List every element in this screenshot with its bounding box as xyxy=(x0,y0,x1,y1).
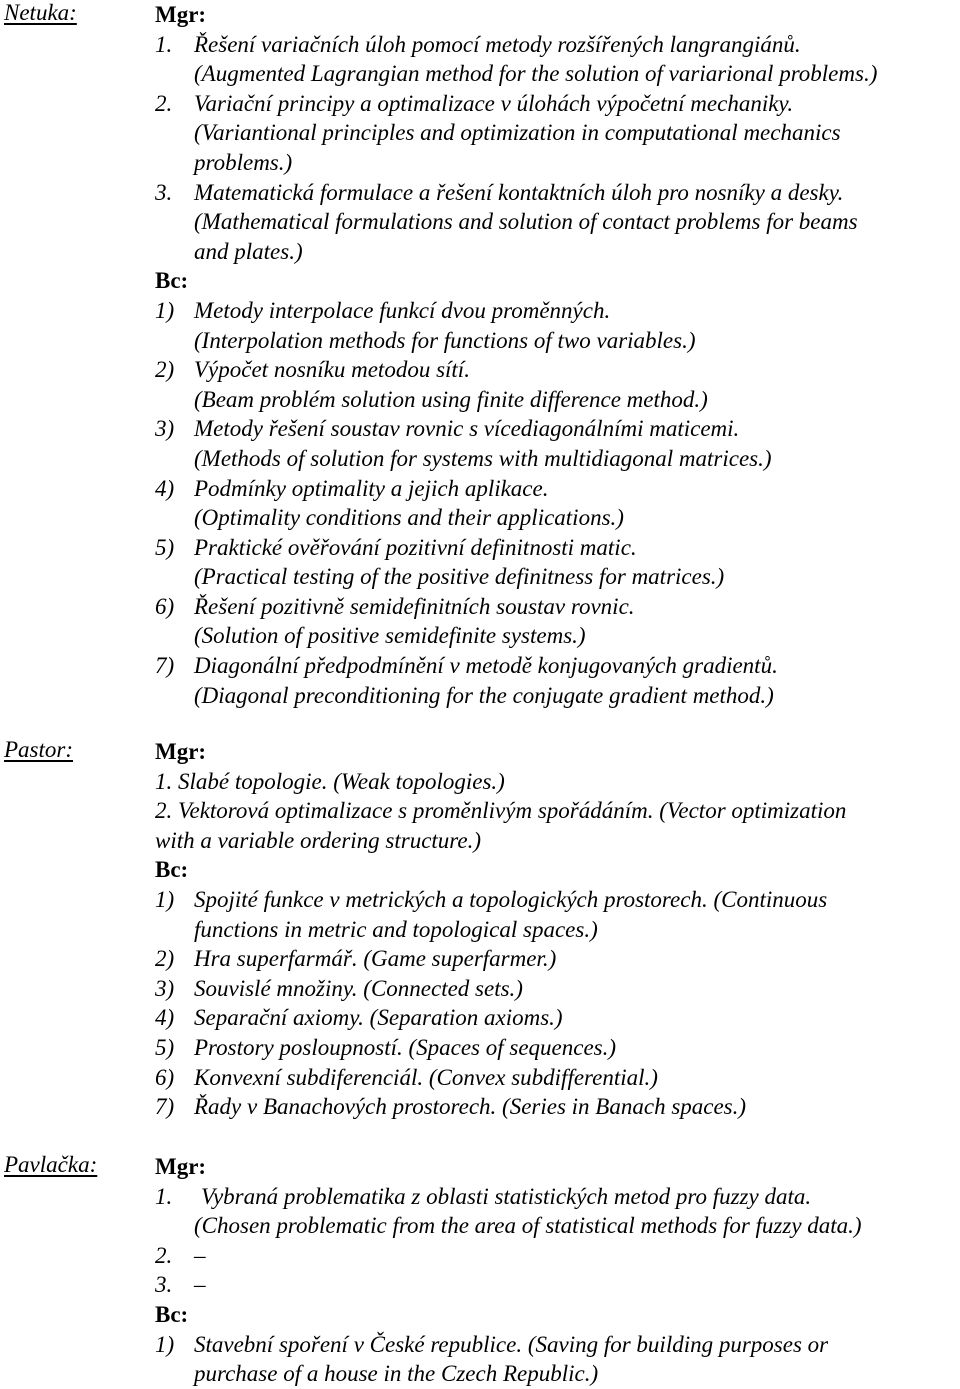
item-number: 2. xyxy=(155,90,173,116)
list-item xyxy=(155,1241,955,1271)
item-line: Řešení pozitivně semidefinitních soustav rovnic. xyxy=(194,593,635,619)
list-item xyxy=(155,651,955,710)
list-item xyxy=(155,885,955,944)
item-line: Prostory posloupností. (Spaces of sequences.) xyxy=(194,1034,617,1060)
supervisor-topics xyxy=(155,737,955,1122)
list-item xyxy=(155,178,955,267)
list-item xyxy=(155,1182,955,1241)
item-number: 1. xyxy=(155,768,173,794)
item-line: – xyxy=(194,1272,206,1298)
mgr-heading: Mgr: xyxy=(155,1154,207,1179)
item-line: (Chosen problematic from the area of statistical methods for fuzzy data.) xyxy=(194,1213,862,1239)
supervisor-name: Pastor: xyxy=(4,737,73,762)
item-line: Variační principy a optimalizace v úlohách výpočetní mechaniky. xyxy=(194,90,794,116)
item-line: Diagonální předpodmínění v metodě konjugovaných gradientů. xyxy=(194,653,778,679)
item-line: (Solution of positive semidefinite systems.) xyxy=(194,623,586,649)
item-number: 1) xyxy=(155,886,175,912)
item-number: 4) xyxy=(155,475,175,501)
list-item xyxy=(155,30,955,89)
list-item xyxy=(155,1270,955,1300)
item-line: (Diagonal preconditioning for the conjugate gradient method.) xyxy=(194,682,774,708)
item-line: (Methods of solution for systems with multidiagonal matrices.) xyxy=(194,445,772,471)
item-line: Řady v Banachových prostorech. (Series in Banach spaces.) xyxy=(194,1094,747,1120)
list-item xyxy=(155,1092,955,1122)
item-number: 5) xyxy=(155,1034,175,1060)
item-number: 2. xyxy=(155,798,173,824)
item-number: 2. xyxy=(155,1242,173,1268)
list-item xyxy=(155,767,955,797)
item-number: 3. xyxy=(155,1272,173,1298)
item-number: 2) xyxy=(155,357,175,383)
item-number: 6) xyxy=(155,1064,175,1090)
item-line: Matematická formulace a řešení kontaktních úloh pro nosníky a desky. xyxy=(194,179,844,205)
item-number: 3. xyxy=(155,179,173,205)
item-number: 3) xyxy=(155,975,175,1001)
item-line: Slabé topologie. (Weak topologies.) xyxy=(178,768,505,794)
list-item xyxy=(155,1003,955,1033)
list-item xyxy=(155,355,955,414)
item-line: (Variantional principles and optimization in computational mechanics xyxy=(194,120,841,146)
mgr-heading: Mgr: xyxy=(155,2,207,27)
list-item xyxy=(155,533,955,592)
item-line: and plates.) xyxy=(194,238,303,264)
item-line: Hra superfarmář. (Game superfarmer.) xyxy=(194,946,557,972)
item-line: Řešení variačních úloh pomocí metody rozšířených langrangiánů. xyxy=(194,31,801,57)
item-line: functions in metric and topological spaces.) xyxy=(194,916,598,942)
item-number: 3) xyxy=(155,416,175,442)
list-item xyxy=(155,296,955,355)
supervisor-topics xyxy=(155,1152,955,1389)
item-number: 2) xyxy=(155,946,175,972)
item-number: 6) xyxy=(155,593,175,619)
item-line: with a variable ordering structure.) xyxy=(155,827,482,853)
list-item xyxy=(155,1033,955,1063)
item-line: Praktické ověřování pozitivní definitnosti matic. xyxy=(194,534,637,560)
item-number: 4) xyxy=(155,1005,175,1031)
item-line: Metody interpolace funkcí dvou proměnných. xyxy=(194,297,611,323)
item-line: problems.) xyxy=(194,149,293,175)
item-number: 1) xyxy=(155,297,175,323)
bc-heading: Bc: xyxy=(155,1301,189,1327)
supervisor-topics xyxy=(155,0,955,710)
item-number: 1. xyxy=(155,31,173,57)
bc-heading: Bc: xyxy=(155,268,189,294)
item-number: 1) xyxy=(155,1331,175,1357)
list-item xyxy=(155,944,955,974)
supervisor-name: Netuka: xyxy=(4,0,77,25)
item-number: 1. xyxy=(155,1183,173,1209)
item-line: (Mathematical formulations and solution of contact problems for beams xyxy=(194,209,858,235)
item-line: Separační axiomy. (Separation axioms.) xyxy=(194,1005,563,1031)
item-line: Podmínky optimality a jejich aplikace. xyxy=(194,475,549,501)
item-line: Vektorová optimalizace s proměnlivým spořádáním. (Vector optimization xyxy=(178,798,847,824)
item-number: 5) xyxy=(155,534,175,560)
list-item xyxy=(155,474,955,533)
item-number: 7) xyxy=(155,653,175,679)
item-line: Vybraná problematika z oblasti statistických metod pro fuzzy data. xyxy=(201,1183,812,1209)
item-line: (Interpolation methods for functions of two variables.) xyxy=(194,327,696,353)
item-line: Stavební spoření v České republice. (Saving for building purposes or xyxy=(194,1331,829,1357)
list-item xyxy=(155,974,955,1004)
mgr-heading: Mgr: xyxy=(155,739,207,764)
item-line: (Practical testing of the positive definitness for matrices.) xyxy=(194,564,725,590)
item-number: 7) xyxy=(155,1094,175,1120)
list-item xyxy=(155,1330,955,1389)
list-item xyxy=(155,414,955,473)
item-line: – xyxy=(194,1242,206,1268)
item-line: (Optimality conditions and their applications.) xyxy=(194,505,624,531)
supervisor-name: Pavlačka: xyxy=(4,1152,98,1177)
list-item xyxy=(155,1063,955,1093)
item-line: purchase of a house in the Czech Republic.) xyxy=(194,1361,599,1387)
item-line: Konvexní subdiferenciál. (Convex subdifferential.) xyxy=(194,1064,658,1090)
item-line: Metody řešení soustav rovnic s vícediagonálními maticemi. xyxy=(194,416,740,442)
item-line: (Augmented Lagrangian method for the solution of variarional problems.) xyxy=(194,61,878,87)
bc-heading: Bc: xyxy=(155,857,189,883)
item-line: Výpočet nosníku metodou sítí. xyxy=(194,357,470,383)
item-line: Spojité funkce v metrických a topologických prostorech. (Continuous xyxy=(194,886,828,912)
item-line: Souvislé množiny. (Connected sets.) xyxy=(194,975,523,1001)
list-item xyxy=(155,796,955,855)
list-item xyxy=(155,592,955,651)
item-line: (Beam problém solution using finite difference method.) xyxy=(194,386,708,412)
list-item xyxy=(155,89,955,178)
